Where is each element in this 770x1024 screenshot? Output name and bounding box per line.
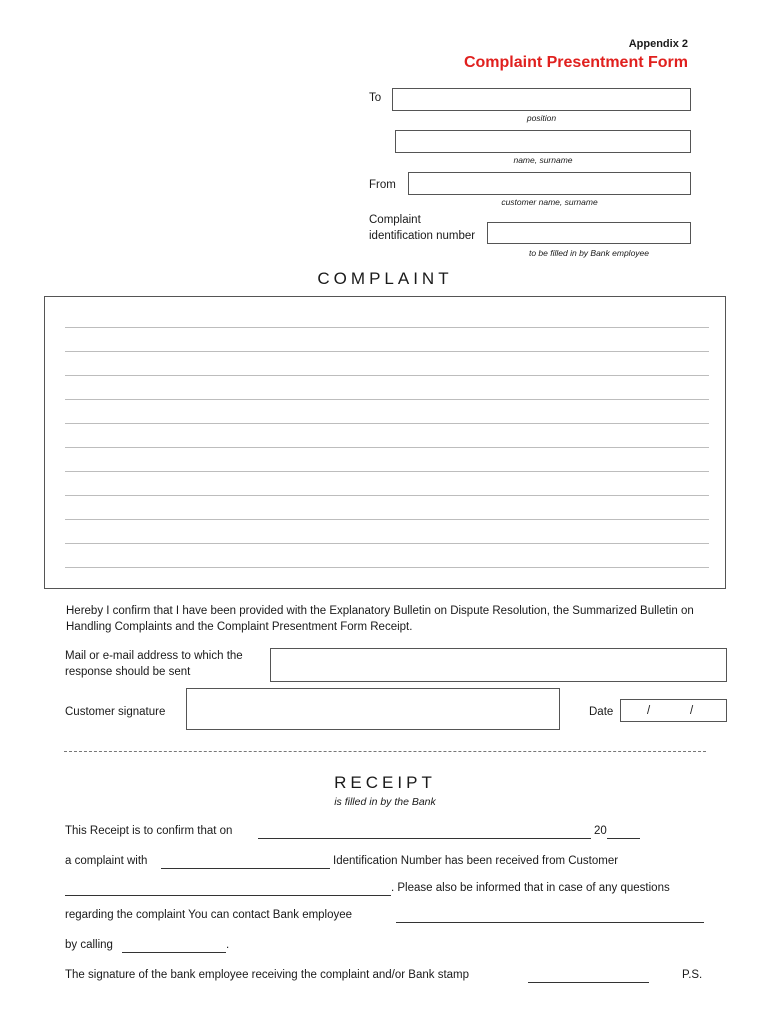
date-separator: / [647, 705, 651, 717]
bank-employee-hint: to be filled in by Bank employee [528, 248, 650, 258]
confirmation-text: Hereby I confirm that I have been provided with the Explanatory Bulletin on Dispute Resolution, the Summarized Bulletin on Handling Complaints and the Complaint Presentment Form Receipt. [66, 605, 694, 633]
receipt-section-title: RECEIPT [334, 773, 436, 792]
receipt-line2-text-a: a complaint with [65, 855, 148, 867]
date-separator: / [690, 705, 694, 717]
receipt-phone-blank[interactable] [122, 952, 226, 953]
from-label: From [369, 179, 396, 191]
complaint-line [65, 399, 709, 400]
complaint-line [65, 351, 709, 352]
name-hint: name, surname [513, 155, 573, 165]
complaint-line [65, 423, 709, 424]
customer-signature-field[interactable] [186, 688, 560, 730]
address-field[interactable] [270, 648, 727, 682]
complaint-id-label-line1: Complaint [369, 214, 421, 226]
to-label: To [369, 92, 382, 104]
customer-name-hint: customer name, surname [501, 197, 598, 207]
receipt-date-blank[interactable] [258, 838, 591, 839]
date-label: Date [589, 706, 614, 718]
complaint-line [65, 471, 709, 472]
complaint-line [65, 495, 709, 496]
date-field[interactable] [620, 699, 727, 722]
complaint-line [65, 375, 709, 376]
receipt-year-prefix: 20 [594, 825, 607, 837]
receipt-line4-text: regarding the complaint You can contact Bank employee [65, 909, 353, 921]
cut-line [64, 751, 706, 752]
receipt-line5-text: by calling [65, 939, 113, 951]
ps-label: P.S. [682, 969, 703, 981]
position-hint: position [526, 113, 557, 123]
complaint-text-area[interactable] [44, 296, 726, 589]
receipt-id-blank[interactable] [161, 868, 330, 869]
receipt-line6-text: The signature of the bank employee receiving the complaint and/or Bank stamp [65, 969, 470, 981]
complaint-id-label-line2: identification number [369, 230, 476, 242]
receipt-employee-blank[interactable] [396, 922, 704, 923]
address-label-line2: response should be sent [65, 666, 191, 678]
receipt-subtitle: is filled in by the Bank [334, 796, 436, 808]
to-name-field[interactable] [395, 130, 691, 153]
complaint-section-title: COMPLAINT [317, 269, 453, 288]
complaint-line [65, 543, 709, 544]
receipt-stamp-blank[interactable] [528, 982, 649, 983]
receipt-line2-text-b: Identification Number has been received from Customer [333, 855, 619, 867]
to-position-field[interactable] [392, 88, 691, 111]
receipt-year-blank[interactable] [607, 838, 640, 839]
signature-label: Customer signature [65, 706, 166, 718]
from-field[interactable] [408, 172, 691, 195]
appendix-label: Appendix 2 [628, 38, 688, 50]
receipt-customer-blank[interactable] [65, 895, 391, 896]
complaint-line [65, 519, 709, 520]
receipt-line1-text: This Receipt is to confirm that on [65, 825, 233, 837]
complaint-line [65, 567, 709, 568]
complaint-id-field[interactable] [487, 222, 691, 244]
receipt-line3-text: . Please also be informed that in case of any questions [391, 882, 670, 894]
form-title: Complaint Presentment Form [463, 54, 688, 71]
receipt-line5-end: . [226, 939, 230, 951]
complaint-line [65, 327, 709, 328]
complaint-line [65, 447, 709, 448]
address-label-line1: Mail or e-mail address to which the [65, 650, 243, 662]
